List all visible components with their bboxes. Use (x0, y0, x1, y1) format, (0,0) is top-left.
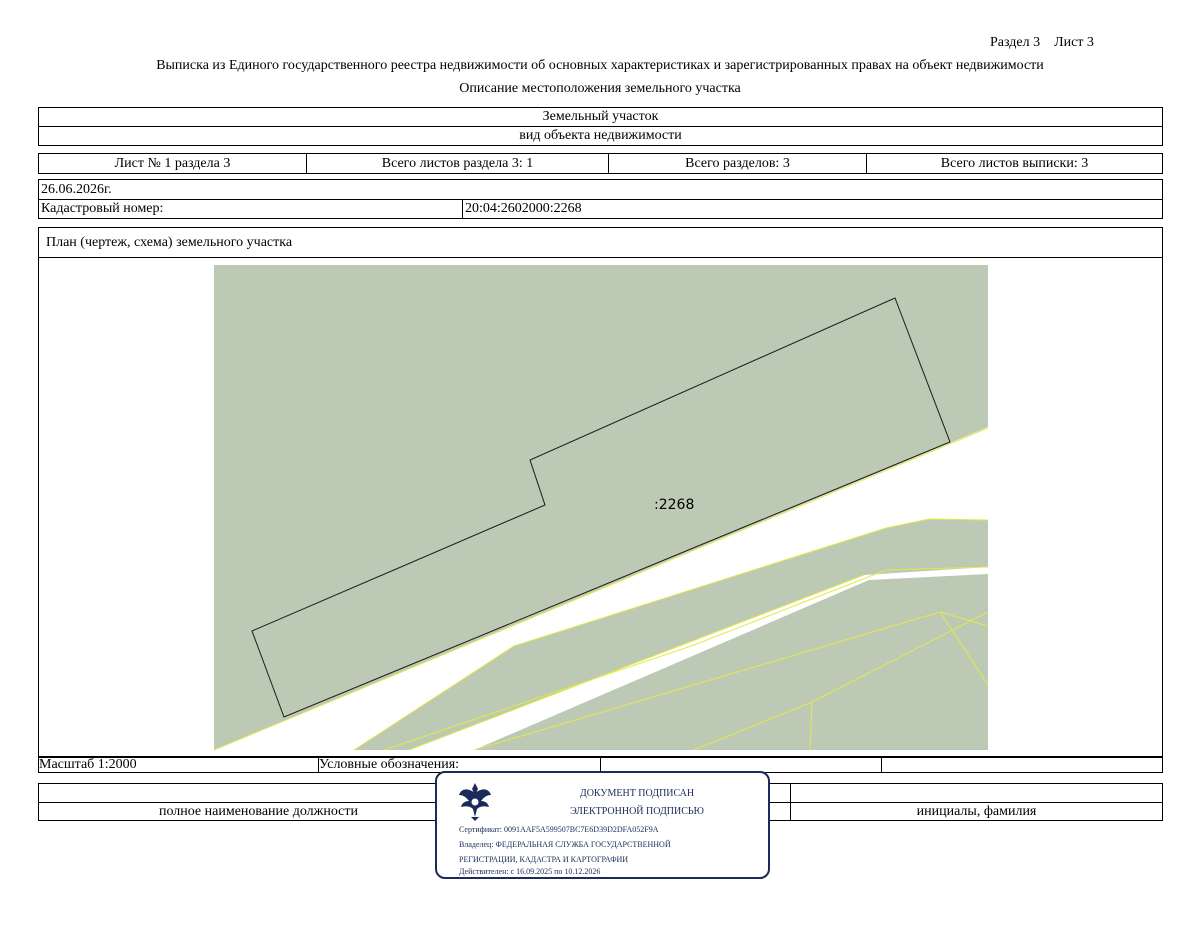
plan-title: План (чертеж, схема) земельного участка (39, 228, 1162, 258)
extract-date: 26.06.2026г. (41, 181, 112, 197)
parcel-label: :2268 (654, 497, 695, 513)
stamp-line2: ЭЛЕКТРОННОЙ ПОДПИСЬЮ (570, 806, 704, 817)
legend-empty-cell (601, 757, 882, 772)
document-subtitle: Описание местоположения земельного участка (459, 81, 741, 96)
sheet-number-cell: Лист № 1 раздела 3 (39, 154, 307, 173)
object-name: Земельный участок (542, 109, 659, 124)
stamp-validity: Действителен: с 16.09.2025 по 10.12.2026 (459, 867, 601, 876)
plan-section (38, 227, 1163, 758)
legend-label: Условные обозначения: (319, 757, 601, 772)
parcel-map (214, 265, 988, 750)
cadastral-number: 20:04:2602000:2268 (465, 201, 582, 216)
electronic-signature-stamp (435, 771, 770, 879)
legend-empty-cell (882, 757, 1162, 772)
cadastral-label: Кадастровый номер: (39, 200, 463, 218)
page-number (990, 35, 1094, 51)
cadastral-row (38, 199, 1163, 219)
date-row (38, 179, 1163, 200)
object-type-label: вид объекта недвижимости (519, 128, 682, 143)
document-title: Выписка из Единого государственного реестра недвижимости об основных характеристиках и зарегистрированных правах на объект недвижимости (156, 58, 1044, 73)
eagle-emblem-icon (457, 779, 493, 821)
section-number: Раздел 3 (990, 35, 1041, 50)
total-section-sheets-cell: Всего листов раздела 3: 1 (307, 154, 609, 173)
stamp-line1: ДОКУМЕНТ ПОДПИСАН (579, 788, 695, 799)
sheet-number: Лист 3 (1054, 35, 1094, 50)
sheets-info-row (38, 153, 1163, 174)
scale-label: Масштаб 1:2000 (39, 757, 319, 772)
object-type-row (38, 126, 1163, 146)
position-label: полное наименование должности (39, 803, 479, 820)
object-name-row (38, 107, 1163, 127)
name-label: инициалы, фамилия (916, 803, 1037, 819)
stamp-owner-line1: Владелец: ФЕДЕРАЛЬНАЯ СЛУЖБА ГОСУДАРСТВЕННОЙ (459, 840, 671, 849)
total-extract-sheets-cell: Всего листов выписки: 3 (940, 155, 1089, 171)
stamp-certificate: Сертификат: 0091AAF5A599507BC7E6D39D2DFA052F9A (459, 825, 659, 834)
stamp-owner-line2: РЕГИСТРАЦИИ, КАДАСТРА И КАРТОГРАФИИ (459, 855, 629, 864)
total-sections-cell: Всего разделов: 3 (609, 154, 867, 173)
